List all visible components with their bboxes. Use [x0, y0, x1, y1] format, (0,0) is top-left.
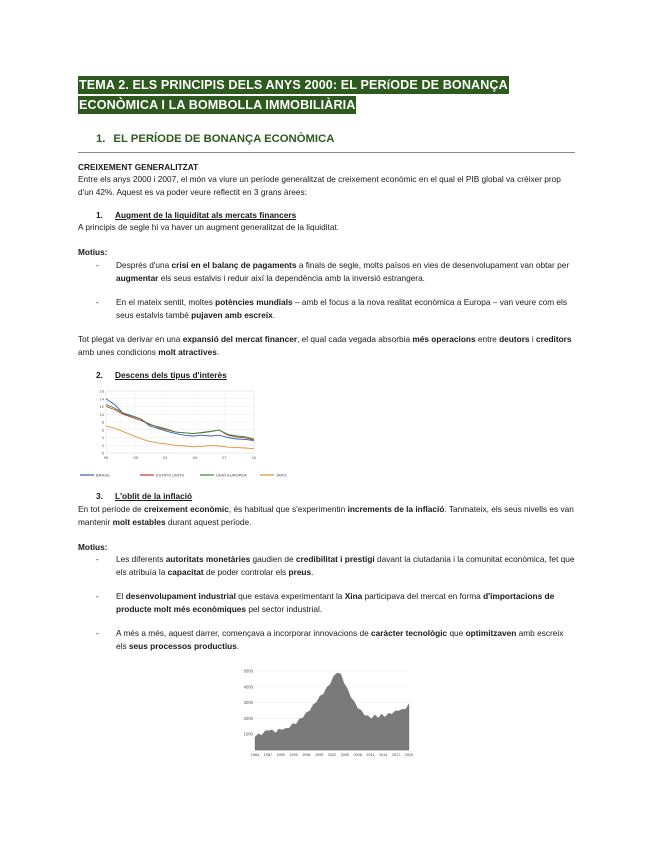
area-fill — [255, 673, 409, 750]
section-divider — [78, 152, 575, 153]
y-tick-label: 5000 — [243, 668, 253, 674]
title-line-2: ECONÒMICA I LA BOMBOLLA IMMOBILIÀRIA — [79, 98, 356, 112]
y-tick-label: 6 — [101, 427, 104, 433]
item-1-title: Augment de la liquiditat als mercats financers — [115, 210, 297, 220]
item-3-number: 3. — [96, 491, 103, 501]
bullet-dash: - — [96, 591, 99, 601]
item-1-text: A principis de segle hi va haver un augment generalitzat de la liquiditat. — [78, 222, 340, 232]
x-tick-label: 95 — [103, 455, 109, 460]
y-tick-label: 4 — [101, 435, 104, 440]
bullet-dash: - — [96, 297, 99, 307]
x-tick-label: 04 — [192, 455, 198, 460]
x-tick-label: 10 — [251, 455, 257, 460]
growth-paragraph: Entre els anys 2000 i 2007, el món va viure un període generalitzat de creixement econòmic en el qual el PIB global va créixer prop d'un 42%. Aquest es va poder veure reflectit en 3 grans àrees: — [78, 174, 561, 197]
document-title — [78, 76, 558, 116]
interest-rates-chart — [78, 381, 314, 481]
x-tick-label: 1984 — [250, 753, 260, 757]
bullet-text: A més a més, aquest darrer, començava a incorporar innovacions de caràcter tecnològic que optimitzaven amb escreix els seus processos productius. — [116, 628, 564, 651]
y-tick-label: 2000 — [243, 715, 253, 721]
bullet-text: Les diferents autoritats monetàries gaudien de credibilitat i prestigi davant la ciutadania i la comunitat econòmica, fet que els atribuïa la capacitat de poder controlar els preus. — [116, 554, 575, 577]
list-item — [96, 259, 576, 284]
item-2-heading — [96, 370, 227, 380]
motius-label: Motius: — [78, 247, 108, 257]
list-item — [96, 590, 576, 615]
x-tick-label: 2005 — [340, 753, 350, 757]
legend-label: BRASIL — [96, 472, 111, 478]
x-tick-label: 2008 — [353, 753, 362, 757]
title-line-1: TEMA 2. ELS PRINCIPIS DELS ANYS 2000: EL PERíODE DE BONANÇA — [79, 78, 508, 92]
motius-label: Motius: — [78, 542, 108, 552]
list-item — [96, 627, 576, 652]
x-tick-label: 1996 — [302, 753, 311, 757]
item-1-heading — [96, 210, 296, 220]
growth-heading: CREIXEMENT GENERALITZAT — [78, 162, 199, 172]
list-item — [96, 296, 576, 321]
x-tick-label: 2002 — [327, 753, 337, 757]
x-tick-label: 1993 — [289, 753, 298, 757]
bullet-dash: - — [96, 260, 99, 270]
legend-label: ESTATS UNITS — [156, 472, 185, 478]
y-tick-label: 10 — [99, 411, 104, 417]
item-3-paragraph: En tot període de creixement econòmic, és habitual que s'experimentin increments de la inflació. Tanmateix, els seus nivells es van mantenir molt estables durant aquest període. — [78, 504, 574, 527]
x-tick-label: 1990 — [276, 753, 285, 757]
bullet-text: El desenvolupament industrial que estava experimentant la Xina participava del mercat en forma d'importacions de producte molt més econòmiques pel sector industrial. — [116, 591, 555, 614]
y-tick-label: 2 — [101, 442, 104, 448]
area-chart — [233, 665, 413, 760]
bullet-dash: - — [96, 628, 99, 638]
y-tick-label: 16 — [99, 388, 104, 394]
y-tick-label: 1000 — [243, 731, 253, 737]
x-tick-label: 2011 — [366, 753, 375, 757]
bullet-text: Després d'una crisi en el balanç de pagaments a finals de segle, molts països en vies de desenvolupament van obtar per augmentar els seus estalvis i reduir així la dependència amb la inversió estrangera. — [116, 260, 570, 283]
item-2-number: 2. — [96, 370, 103, 380]
x-tick-label: 2014 — [379, 753, 388, 757]
legend-label: JAPÓ — [276, 472, 287, 478]
x-tick-label: 07 — [222, 455, 227, 460]
legend-label: UNIÓ EUROPEA — [216, 472, 247, 478]
section-number: 1. — [96, 133, 106, 145]
list-item — [96, 553, 576, 578]
x-tick-label: 1987 — [263, 753, 273, 757]
y-tick-label: 14 — [99, 396, 104, 402]
x-tick-label: 98 — [133, 455, 138, 460]
item-3-title: L'oblit de la inflació — [115, 491, 193, 501]
y-tick-label: 0 — [101, 450, 104, 456]
y-tick-label: 4000 — [243, 684, 253, 690]
item-3-heading — [96, 491, 192, 501]
summary-paragraph: Tot plegat va derivar en una expansió del mercat financer, el qual cada vegada absorbia més operacions entre deutors i creditors amb unes condicions molt atractives. — [78, 334, 572, 357]
item-2-title: Descens dels tipus d'interès — [115, 370, 227, 380]
bullet-text: En el mateix sentit, moltes potències mundials – amb el focus a la nova realitat econòmica a Europa – van veure com els seus estalvis també pujaven amb escreix. — [116, 297, 568, 320]
x-tick-label: 2020 — [404, 753, 413, 757]
item-1-number: 1. — [96, 210, 103, 220]
x-tick-label: 2017 — [391, 753, 401, 757]
y-tick-label: 8 — [101, 419, 104, 425]
y-tick-label: 12 — [99, 404, 104, 409]
y-tick-label: 3000 — [243, 700, 253, 706]
section-heading — [96, 133, 334, 145]
bullet-dash: - — [96, 554, 99, 564]
x-tick-label: 01 — [162, 455, 168, 460]
section-title: EL PERÍODE DE BONANÇA ECONÒMICA — [113, 133, 335, 145]
x-tick-label: 1999 — [314, 753, 324, 757]
